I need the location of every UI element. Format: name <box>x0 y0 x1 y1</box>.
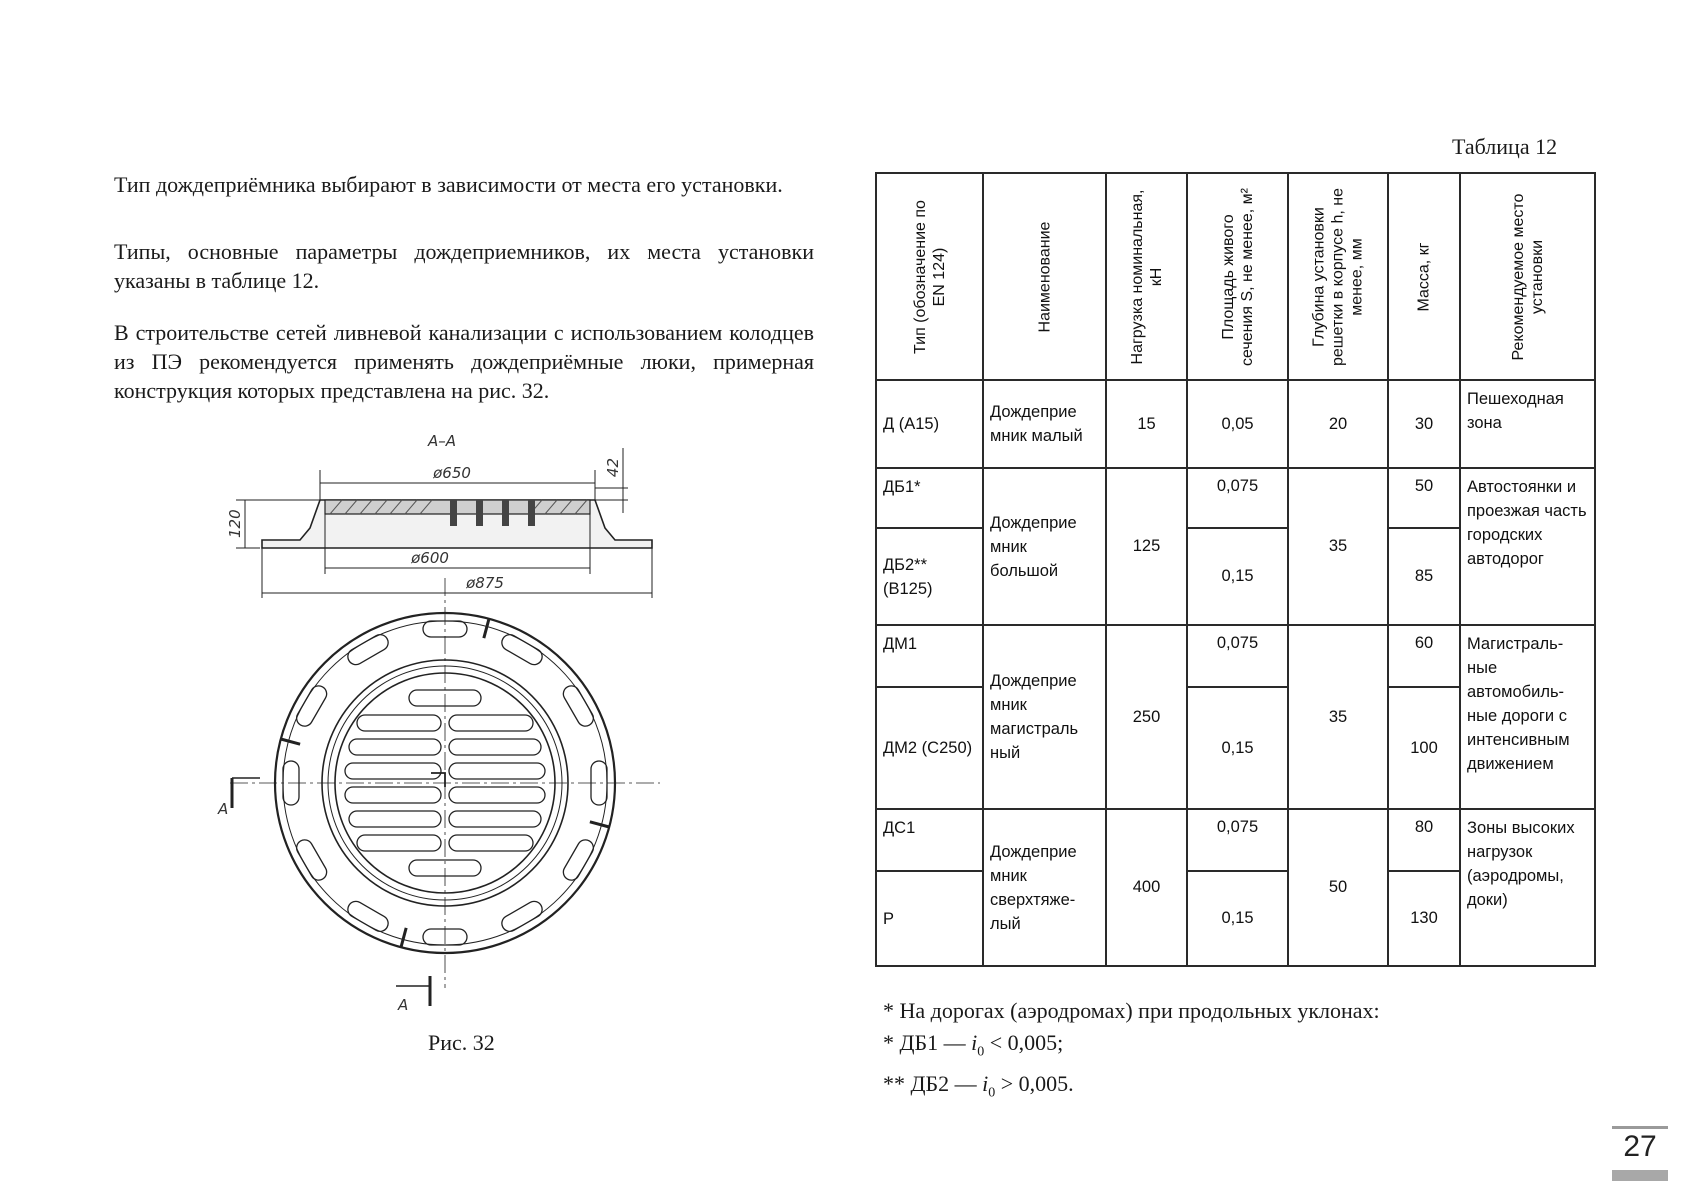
header-load: Нагрузка номинальная, кН <box>1106 173 1187 380</box>
table-row <box>876 468 1595 528</box>
header-place: Рекомендуемое место установки <box>1460 173 1595 380</box>
cell-load: 250 <box>1106 625 1187 809</box>
cell-depth: 50 <box>1288 809 1388 966</box>
cell-type: ДБ1* <box>876 468 983 528</box>
cell-depth: 35 <box>1288 468 1388 625</box>
cell-type: ДБ2** (В125) <box>876 528 983 625</box>
cut-mark-bottom: А <box>398 996 409 1014</box>
paragraph-3: В строительстве сетей ливневой канализации с использованием колодцев из ПЭ рекомендуется применять дождеприёмные люки, примерная конструкция которых представлена на рис. 32. <box>114 320 814 403</box>
cell-place: Магистраль-ные автомобиль-ные дороги с интенсивным движением <box>1460 625 1595 809</box>
cell-area: 0,15 <box>1187 528 1288 625</box>
cell-place: Зоны высоких нагрузок (аэродромы, доки) <box>1460 809 1595 966</box>
table-row <box>876 809 1595 871</box>
cell-mass: 80 <box>1388 809 1460 871</box>
paragraph-2: Типы, основные параметры дождеприемников, их места установки указаны в таблице 12. <box>114 239 814 293</box>
cell-area: 0,05 <box>1187 380 1288 468</box>
cell-depth: 35 <box>1288 625 1388 809</box>
cell-name: Дождеприе мник магистраль ный <box>983 625 1106 809</box>
table-row <box>876 625 1595 687</box>
cell-mass: 60 <box>1388 625 1460 687</box>
cell-name: Дождеприе мник большой <box>983 468 1106 625</box>
cell-area: 0,075 <box>1187 809 1288 871</box>
dim-42: 42 <box>604 458 622 478</box>
header-type: Тип (обозначение по EN 124) <box>876 173 983 380</box>
cell-depth: 20 <box>1288 380 1388 468</box>
dim-120: 120 <box>226 509 244 538</box>
header-depth: Глубина установки решетки в корпусе h, не менее, мм <box>1288 173 1388 380</box>
cell-load: 400 <box>1106 809 1187 966</box>
header-name: Наименование <box>983 173 1106 380</box>
header-mass: Масса, кг <box>1388 173 1460 380</box>
dim-875: ø875 <box>466 574 504 592</box>
header-area: Площадь живого сечения S, не менее, м² <box>1187 173 1288 380</box>
cell-type: ДМ1 <box>876 625 983 687</box>
table-row <box>876 380 1595 468</box>
cut-mark-top: А <box>218 800 229 818</box>
section-label: А–А <box>427 432 457 450</box>
page-number-bar <box>1612 1170 1668 1181</box>
cell-name: Дождеприе мник малый <box>983 380 1106 468</box>
cell-area: 0,15 <box>1187 871 1288 966</box>
cell-type: ДС1 <box>876 809 983 871</box>
cell-load: 125 <box>1106 468 1187 625</box>
cell-place: Пешеходная зона <box>1460 380 1595 468</box>
cell-type: ДМ2 (С250) <box>876 687 983 809</box>
cell-mass: 85 <box>1388 528 1460 625</box>
note-3: ** ДБ2 — $i_0 > 0,005$. <box>883 1071 1074 1101</box>
parameters-table <box>875 172 1596 967</box>
table-notes <box>883 995 1380 1110</box>
cell-type: Д (А15) <box>876 380 983 468</box>
note-1: * На дорогах (аэродромах) при продольных уклонах: <box>883 998 1380 1023</box>
note-2: * ДБ1 — $i_0 < 0,005$; <box>883 1030 1064 1060</box>
cell-load: 15 <box>1106 380 1187 468</box>
page-number-rule <box>1612 1126 1668 1129</box>
cell-mass: 100 <box>1388 687 1460 809</box>
cell-area: 0,075 <box>1187 625 1288 687</box>
dim-600: ø600 <box>411 549 449 567</box>
figure-caption: Рис. 32 <box>428 1030 495 1055</box>
cell-type: Р <box>876 871 983 966</box>
figure-32 <box>200 428 660 1028</box>
dim-650: ø650 <box>433 464 471 482</box>
cell-area: 0,15 <box>1187 687 1288 809</box>
storm-drain-drawing <box>200 428 660 1023</box>
cell-mass: 30 <box>1388 380 1460 468</box>
table-label: Таблица 12 <box>1452 134 1558 159</box>
cell-name: Дождеприе мник сверхтяже-лый <box>983 809 1106 966</box>
page-number: 27 <box>1623 1130 1657 1163</box>
cell-mass: 50 <box>1388 468 1460 528</box>
paragraph-1: Тип дождеприёмника выбирают в зависимости от места его установки. <box>114 172 783 197</box>
cell-place: Автостоянки и проезжая часть городских автодорог <box>1460 468 1595 625</box>
cell-area: 0,075 <box>1187 468 1288 528</box>
cell-mass: 130 <box>1388 871 1460 966</box>
